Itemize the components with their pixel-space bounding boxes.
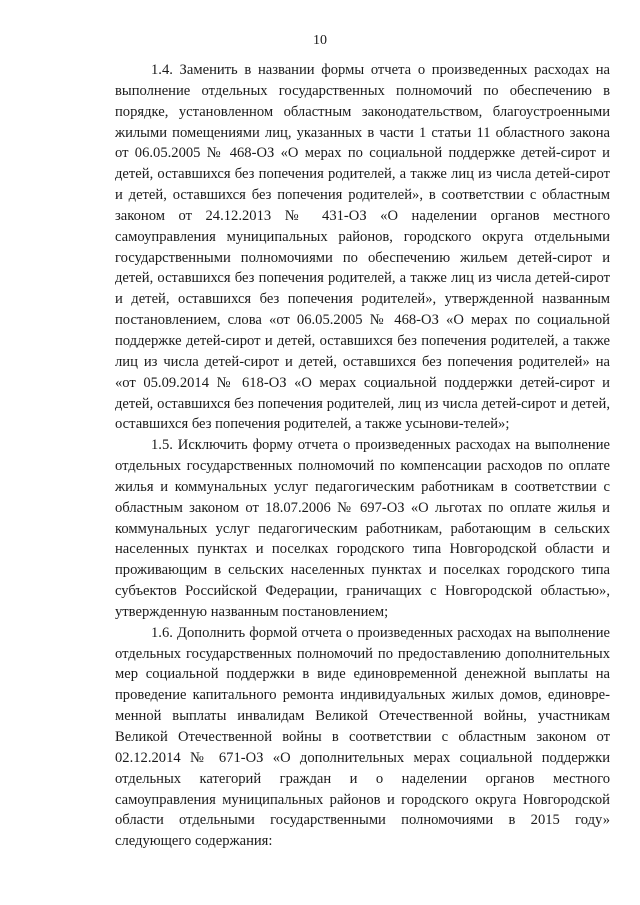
paragraph-1-6: 1.6. Дополнить формой отчета о произведенных расходах на выполнение отдельных государственных полномочий по предоставлению дополнительных мер социальной поддержки в виде единовременной денежной выплаты на проведение капитального ремонта индивидуальных жилых домов, единовре-менной выплаты инвалидам Великой Отечественной войны, участникам Великой Отечественной войны в соответствии с областным законом от 02.12.2014 № 671-ОЗ «О дополнительных мерах социальной поддержки отдельных категорий граждан и о наделении органов местного самоуправления муниципальных районов и городского округа Новгородской области отдельными государственными полномочиями в 2015 году» следующего содержания: bbox=[115, 624, 610, 850]
paragraph-1-5: 1.5. Исключить форму отчета о произведенных расходах на выполнение отдельных государственных полномочий по компенсации расходов по оплате жилья и коммунальных услуг педагогическим работникам в соответствии с областным законом от 18.07.2006 № 697-ОЗ «О льготах по оплате жилья и коммунальных услуг педагогическим работникам, работающим в сельских населенных пунктах и поселках городского типа Новгородской области и проживающим в сельских населенных пунктах и поселках городского типа субъектов Российской Федерации, граничащих с Новгородской областью», утвержденную названным постановлением; bbox=[115, 437, 610, 620]
page-number: 10 bbox=[313, 33, 327, 48]
paragraph-1-4: 1.4. Заменить в названии формы отчета о произведенных расходах на выполнение отдельных государственных полномочий по обеспечению в порядке, установленном областным законодательством, благоустроенными жилыми помещениями лиц, указанных в части 1 статьи 11 областного закона от 06.05.2005 № 468-ОЗ «О мерах по социальной поддержке детей-сирот и детей, оставшихся без попечения родителей, а также лиц из числа детей-сирот и детей, оставшихся без попечения родителей», в соответствии с областным законом от 24.12.2013 № 431-ОЗ «О наделении органов местного самоуправления муниципальных районов, городского округа отдельными государственными полномочиями по обеспечению жильем детей-сирот и детей, оставшихся без попечения родителей, а также лиц из числа детей-сирот и детей, оставшихся без попечения родителей», утвержденной названным постановлением, слова «от 06.05.2005 № 468-ОЗ «О мерах по социальной поддержке детей-сирот и детей, оставшихся без попечения родителей, а также лиц из числа детей-сирот и детей, оставшихся без попечения родителей» на «от 05.09.2014 № 618-ОЗ «О мерах социальной поддержки детей-сирот и детей, оставшихся без попечения родителей, лиц из числа детей-сирот и детей, оставшихся без попечения родителей, а также усынови-телей»; bbox=[115, 62, 610, 433]
document-body bbox=[115, 60, 610, 852]
